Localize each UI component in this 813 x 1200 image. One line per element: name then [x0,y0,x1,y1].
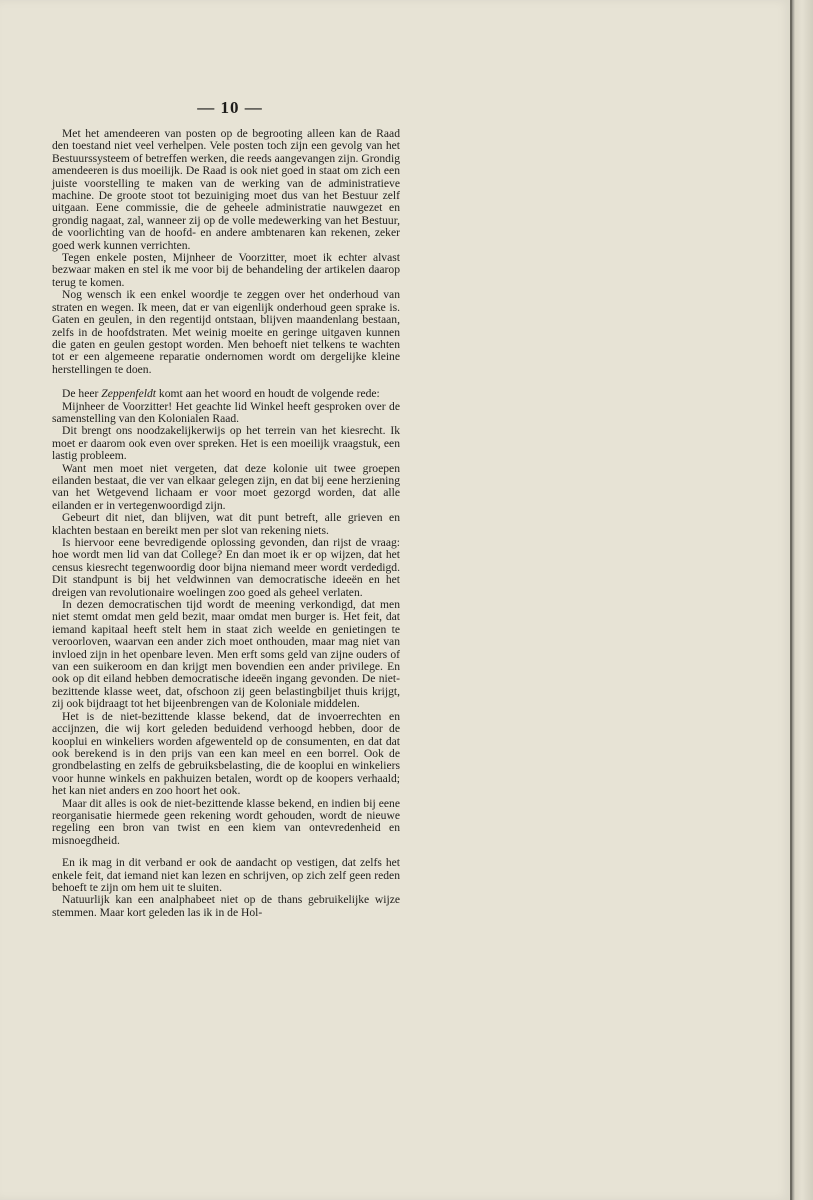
paragraph-13: Natuurlijk kan een analphabeet niet op de thans gebruikelijke wijze stemmen. Maar kort geleden las ik in de Hol- [52,893,400,919]
paragraph-9: In dezen democratischen tijd wordt de meening verkondigd, dat men niet stemt omdat men geld bezit, maar omdat men burger is. Het feit, dat iemand kapitaal heeft stelt hem in staat zich weelde en genietingen te veroorloven, waarvan een ander zich moet onthouden, maar mag niet van invloed zijn in het openbare leven. Men erft soms geld van zijne ouders of van een suikeroom en dan krijgt men bovendien een ander privilege. En ook op dit eiland hebben democratische ideeën ingang gevonden. De niet-bezittende klasse weet, dat, ofschoon zij geen belastingbiljet thuis krijgt, zij ook bijdraagt tot het bijeenbrengen van de Koloniale middelen. [52,598,400,711]
page-edge [792,0,813,1200]
paragraph-2: Tegen enkele posten, Mijnheer de Voorzitter, moet ik echter alvast bezwaar maken en stel ik me voor bij de behandeling der artikelen daarop terug te komen. [52,251,400,289]
paragraph-1: Met het amendeeren van posten op de begrooting alleen kan de Raad den toestand niet veel verhelpen. Vele posten toch zijn een gevolg van het Bestuurssysteem of betreffen werken, die reeds aangevangen zijn. Grondig amendeeren is dus moeilijk. De Raad is ook niet goed in staat om zich een juiste voorstelling te maken van de werking van de administratieve machine. De groote stoot tot bezuiniging moet dus van het Bestuur zelf uitgaan. Eene commissie, die de geheele administratie nauwgezet en grondig nagaat, zal, wanneer zij op de volle medewerking van het Bestuur, de voorlichting van de hoofd- en andere ambtenaren kan rekenen, zeker goed werk kunnen verrichten. [52,127,400,252]
paragraph-5: Dit brengt ons noodzakelijkerwijs op het terrein van het kiesrecht. Ik moet er daarom ook even over spreken. Het is een moeilijk vraagstuk, een lastig probleem. [52,424,400,463]
page-number: — 10 — [197,98,263,117]
paragraph-10: Het is de niet-bezittende klasse bekend, dat de invoerrechten en accijnzen, die wij kort geleden beduidend verhoogd hebben, door de kooplui en winkeliers worden afgewenteld op de consumenten, en dat dat ook berekend is in den prijs van een kan meel en een borrel. Ook de grondbelasting en zelfs de gebruiksbelasting, die de kooplui en winkeliers voor hunne winkels en pakhuizen betalen, wordt op de koopers verhaald; het kan niet anders en zoo hoort het ook. [52,709,400,798]
paragraph-6: Want men moet niet vergeten, dat deze kolonie uit twee groepen eilanden bestaat, die ver van elkaar gelegen zijn, en dat bij eene herziening van het Wetgevend lichaam er voor moet gezorgd worden, dat alle eilanden er in vertegenwoordigd zijn. [52,461,400,512]
paragraph-8: Is hiervoor eene bevredigende oplossing gevonden, dan rijst de vraag: hoe wordt men lid van dat College? En dan moet ik er op wijzen, dat het census kiesrecht tegenwoordig door bijna niemand meer wordt verdedigd. Dit standpunt is bij het veldwinnen van democratische ideeën en het dreigen van revolutionaire woelingen zoo goed als geheel verlaten. [52,536,400,599]
body-text [52,128,400,919]
paragraph-7: Gebeurt dit niet, dan blijven, wat dit punt betreft, alle grieven en klachten bestaan en bereikt men per slot van rekening niets. [52,511,400,537]
speaker-name: Zeppenfeldt [101,387,157,401]
paragraph-3: Nog wensch ik een enkel woordje te zeggen over het onderhoud van straten en wegen. Ik meen, dat er van eigenlijk onderhoud geen sprake is. Gaten en geulen, in den regentijd ontstaan, blijven maandenlang bestaan, zelfs in de hoofdstraten. Met weinig moeite en geringe uitgaven kunnen die gaten en geulen gestopt worden. Men behoeft niet telkens te wachten tot er een algemeene reparatie ondernomen wordt om dergelijke kleine herstellingen te doen. [52,288,400,376]
speaker-intro-text: De heer Zeppenfeldt komt aan het woord en houdt de volgende rede: [62,387,380,401]
paragraph-11: Maar dit alles is ook de niet-bezittende klasse bekend, en indien bij eene reorganisatie hiermede geen rekening wordt gehouden, wordt de nieuwe regeling een bron van twist en een kiem van ontevredenheid en misnoegdheid. [52,796,400,847]
paragraph-12: En ik mag in dit verband er ook de aandacht op vestigen, dat zelfs het enkele feit, dat iemand niet kan lezen en schrijven, op zich zelf geen reden behoeft te zijn om hem uit te sluiten. [52,856,400,894]
paragraph-4: Mijnheer de Voorzitter! Het geachte lid Winkel heeft gesproken over de samenstelling van den Kolonialen Raad. [52,399,400,425]
speaker-intro [52,388,400,400]
